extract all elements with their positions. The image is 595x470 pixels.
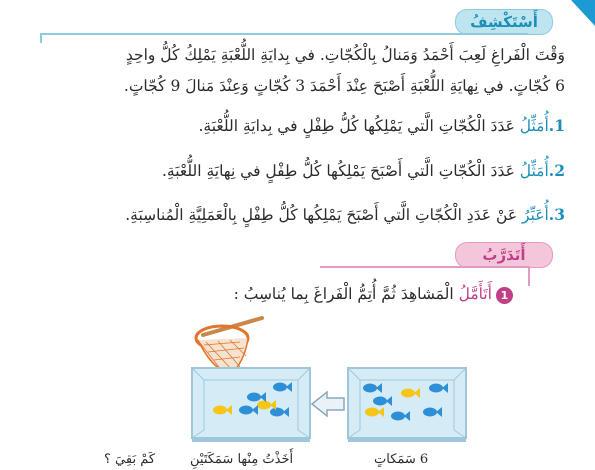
question-3-number: 3. — [548, 205, 565, 224]
question-1-number: 1. — [548, 116, 565, 135]
question-2-text: عَدَدَ الْكُجّاتِ الَّتي أَصْبَحَ يَمْلِكُها كُلُّ طِفْلٍ في نِهايَةِ اللُّعْبَةِ. — [161, 162, 520, 180]
question-2-verb: أُمَثِّلُ — [519, 162, 549, 180]
exercise-text: الْمَشاهِدَ ثُمَّ أُتِمُّ الْفَراغَ بِما يُناسِبُ : — [233, 285, 459, 303]
discover-paragraph-line-1: وَقْتَ الْفَراغِ لَعِبَ أَحْمَدُ وَمَنالُ بِالْكُجّاتِ. في بِدايَةِ اللُّعْبَةِ يَمْلِكُ كُلُّ واحِدٍ — [125, 46, 565, 64]
discover-section-badge: أَسْتَكْشِفُ — [455, 9, 553, 35]
caption-how-many-left: كَمْ بَقِيَ ؟ — [104, 452, 156, 467]
caption-took-two-fish: أَخَذْتُ مِنْها سَمَكَتَيْنِ — [190, 452, 294, 467]
exercise-verb: أَتَأَمَّلُ — [458, 285, 492, 303]
left-arrow-icon — [312, 392, 344, 416]
discover-paragraph-line-2: 6 كُجّاتٍ. في نِهايَةِ اللُّعْبَةِ أَصْبَحَ عِنْدَ أَحْمَدَ 3 كُجّاتٍ وَعِنْدَ مَنالَ 9 كُجّاتٍ. — [123, 77, 565, 95]
fishing-net-icon — [196, 318, 262, 372]
question-3-verb: أُعَبِّرُ — [522, 206, 549, 224]
question-3-text: عَنْ عَدَدِ الْكُجّاتِ الَّتي أَصْبَحَ يَمْلِكُها كُلُّ طِفْلٍ بِالْعَمَلِيَّةِ الْمُناسِبَةِ. — [125, 206, 522, 224]
left-fish-tank — [192, 368, 310, 442]
practice-section-badge: أَتَدَرَّبُ — [455, 242, 553, 268]
exercise-number-badge: 1 — [496, 287, 513, 304]
right-fish-tank — [348, 368, 466, 442]
caption-six-fish: 6 سَمَكاتٍ — [374, 452, 429, 467]
question-2-number: 2. — [548, 161, 565, 180]
question-1-verb: أُمَثِّلُ — [519, 117, 549, 135]
question-1-text: عَدَدَ الْكُجّاتِ الَّتي يَمْلِكُها كُلُّ طِفْلٍ في بِدايَةِ اللُّعْبَةِ. — [198, 117, 520, 135]
